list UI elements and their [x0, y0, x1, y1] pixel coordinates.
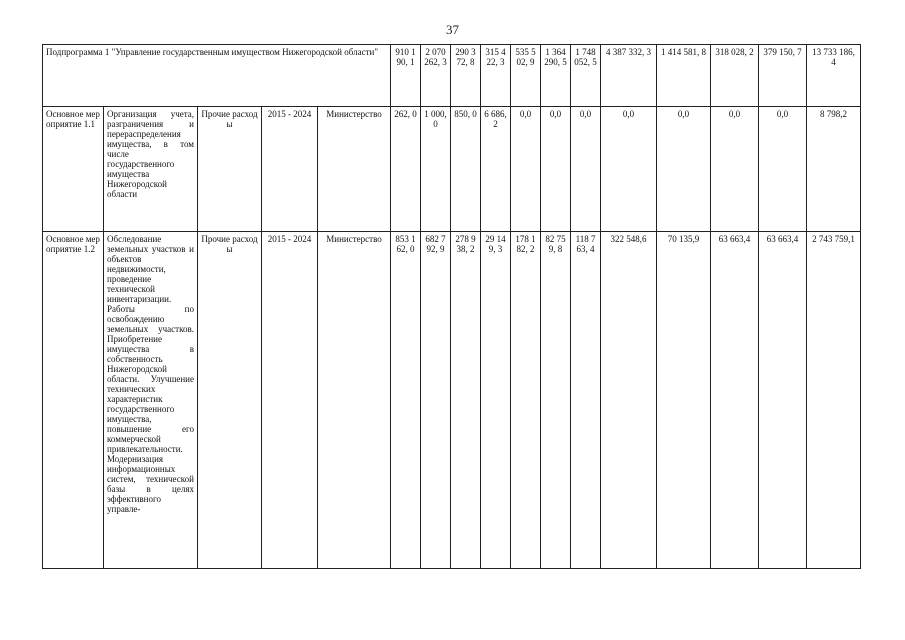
- subprogram-title: Подпрограмма 1 "Управление государственным имуществом Нижегородской области": [43, 45, 391, 107]
- subprogram-value-2016: 2 070 262, 3: [421, 45, 451, 107]
- subprogram-value-2024a: 318 028, 2: [711, 45, 759, 107]
- value-cell: 1 000, 0: [421, 107, 451, 232]
- value-total: 8 798,2: [807, 107, 861, 232]
- value-cell: 70 135,9: [657, 232, 711, 569]
- event-name: Основное мероприятие 1.2: [43, 232, 104, 569]
- value-cell: 853 162, 0: [391, 232, 421, 569]
- value-cell: 82 759, 8: [541, 232, 571, 569]
- value-cell: 0,0: [601, 107, 657, 232]
- expense-type: Прочие расходы: [198, 232, 262, 569]
- value-cell: 0,0: [571, 107, 601, 232]
- subprogram-value-2015: 910 190, 1: [391, 45, 421, 107]
- value-cell: 178 182, 2: [511, 232, 541, 569]
- table-row: [43, 232, 861, 569]
- value-cell: 6 686, 2: [481, 107, 511, 232]
- value-cell: 0,0: [759, 107, 807, 232]
- subprogram-value-total: 13 733 186, 4: [807, 45, 861, 107]
- subprogram-value-2024b: 379 150, 7: [759, 45, 807, 107]
- table-row: [43, 107, 861, 232]
- value-cell: 322 548,6: [601, 232, 657, 569]
- value-cell: 118 763, 4: [571, 232, 601, 569]
- value-cell: 0,0: [511, 107, 541, 232]
- subprogram-value-2019: 535 502, 9: [511, 45, 541, 107]
- event-description: Обследование земельных участков и объектов недвижимости, проведение технической инвентаризации. Работы по освобождению земельных участков. Приобретение имущества в собственность Нижегородской области. Улучшение технических характеристик государственного имущества, повышение его коммерческой привлекательности. Модернизация информационных систем, технической базы в целях эффективного управле-: [104, 232, 198, 569]
- value-total: 2 743 759,1: [807, 232, 861, 569]
- budget-table: [42, 44, 861, 569]
- subprogram-value-2018: 315 422, 3: [481, 45, 511, 107]
- value-cell: 63 663,4: [711, 232, 759, 569]
- event-name: Основное мероприятие 1.1: [43, 107, 104, 232]
- event-description: Организация учета, разграничения и перераспределения имущества, в том числе государственного имущества Нижегородской области: [104, 107, 198, 232]
- executor: Министерство: [318, 232, 391, 569]
- subprogram-value-2017: 290 372, 8: [451, 45, 481, 107]
- subprogram-value-2020: 1 364 290, 5: [541, 45, 571, 107]
- period: 2015 - 2024: [262, 232, 318, 569]
- value-cell: 682 792, 9: [421, 232, 451, 569]
- expense-type: Прочие расходы: [198, 107, 262, 232]
- value-cell: 0,0: [711, 107, 759, 232]
- page-number: 37: [446, 22, 459, 37]
- subprogram-value-2022: 4 387 332, 3: [601, 45, 657, 107]
- period: 2015 - 2024: [262, 107, 318, 232]
- value-cell: 0,0: [657, 107, 711, 232]
- value-cell: 63 663,4: [759, 232, 807, 569]
- subprogram-value-2021: 1 748 052, 5: [571, 45, 601, 107]
- value-cell: 850, 0: [451, 107, 481, 232]
- value-cell: 278 938, 2: [451, 232, 481, 569]
- subprogram-row: [43, 45, 861, 107]
- executor: Министерство: [318, 107, 391, 232]
- subprogram-value-2023: 1 414 581, 8: [657, 45, 711, 107]
- value-cell: 0,0: [541, 107, 571, 232]
- value-cell: 262, 0: [391, 107, 421, 232]
- value-cell: 29 149, 3: [481, 232, 511, 569]
